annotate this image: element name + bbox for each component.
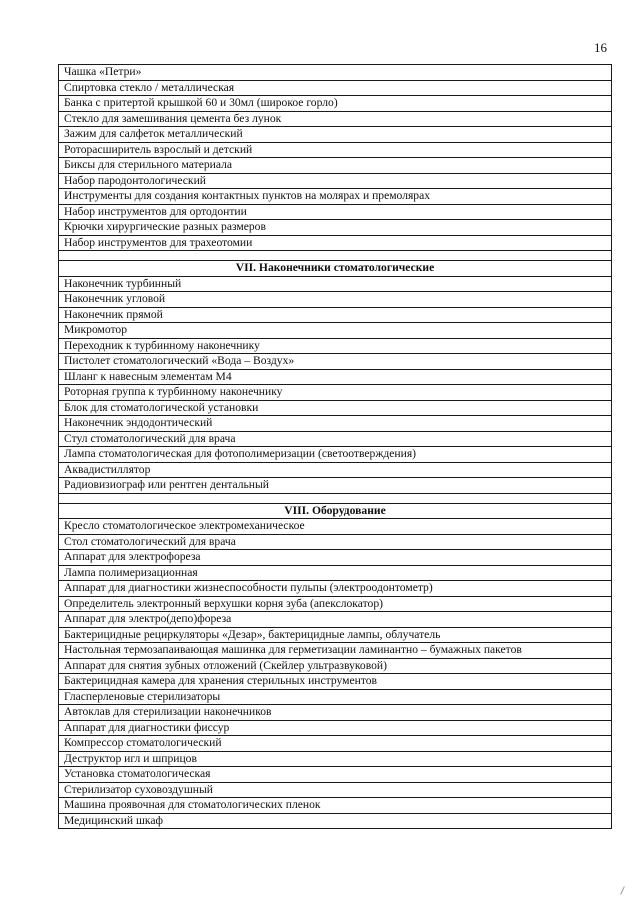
item-name: Медицинский шкаф: [59, 813, 612, 829]
table-row: [59, 111, 612, 127]
item-name: Стерилизатор суховоздушный: [59, 782, 612, 798]
section-heading-row: [59, 261, 612, 277]
item-name: Лампа стоматологическая для фотополимеризации (светоотверждения): [59, 447, 612, 463]
table-row: [59, 431, 612, 447]
item-name: Наконечник прямой: [59, 307, 612, 323]
table-row: [59, 400, 612, 416]
equipment-table-body: [59, 65, 612, 829]
item-name: Деструктор игл и шприцов: [59, 751, 612, 767]
table-row: [59, 550, 612, 566]
item-name: Стол стоматологический для врача: [59, 534, 612, 550]
spacer-cell: [59, 251, 612, 261]
item-name: Кресло стоматологическое электромеханическое: [59, 519, 612, 535]
item-name: Блок для стоматологической установки: [59, 400, 612, 416]
item-name: Инструменты для создания контактных пунктов на молярах и премолярах: [59, 189, 612, 205]
item-name: Аппарат для снятия зубных отложений (Скейлер ультразвуковой): [59, 658, 612, 674]
item-name: Банка с притертой крышкой 60 и 30мл (широкое горло): [59, 96, 612, 112]
table-row: [59, 323, 612, 339]
item-name: Компрессор стоматологический: [59, 736, 612, 752]
item-name: Переходник к турбинному наконечнику: [59, 338, 612, 354]
item-name: Чашка «Петри»: [59, 65, 612, 81]
item-name: Лампа полимеризационная: [59, 565, 612, 581]
page-number: 16: [594, 40, 607, 55]
item-name: Микромотор: [59, 323, 612, 339]
table-row: [59, 127, 612, 143]
table-row: [59, 173, 612, 189]
item-name: Наконечник угловой: [59, 292, 612, 308]
table-row: [59, 658, 612, 674]
section-heading-row: [59, 503, 612, 519]
spacer-cell: [59, 493, 612, 503]
table-row: [59, 736, 612, 752]
item-name: Спиртовка стекло / металлическая: [59, 80, 612, 96]
table-row: [59, 813, 612, 829]
table-row: [59, 767, 612, 783]
table-row: [59, 220, 612, 236]
item-name: Наконечник турбинный: [59, 276, 612, 292]
item-name: Бактерицидные рециркуляторы «Дезар», бактерицидные лампы, облучатель: [59, 627, 612, 643]
item-name: Определитель электронный верхушки корня зуба (апекслокатор): [59, 596, 612, 612]
table-row: [59, 354, 612, 370]
item-name: Пистолет стоматологический «Вода – Воздух»: [59, 354, 612, 370]
table-row: [59, 581, 612, 597]
item-name: Биксы для стерильного материала: [59, 158, 612, 174]
table-row: [59, 204, 612, 220]
item-name: Аппарат для диагностики жизнеспособности пульпы (электроодонтометр): [59, 581, 612, 597]
table-row: [59, 447, 612, 463]
item-name: Зажим для салфеток металлический: [59, 127, 612, 143]
table-row: [59, 751, 612, 767]
item-name: Радиовизиограф или рентген дентальный: [59, 478, 612, 494]
item-name: Роторасширитель взрослый и детский: [59, 142, 612, 158]
item-name: Установка стоматологическая: [59, 767, 612, 783]
table-row: [59, 142, 612, 158]
table-row: [59, 596, 612, 612]
table-row: [59, 158, 612, 174]
section-title: VII. Наконечники стоматологические: [59, 261, 612, 277]
item-name: Машина проявочная для стоматологических пленок: [59, 798, 612, 814]
item-name: Автоклав для стерилизации наконечников: [59, 705, 612, 721]
table-row: [59, 292, 612, 308]
table-row: [59, 627, 612, 643]
table-row: [59, 565, 612, 581]
item-name: Набор пародонтологический: [59, 173, 612, 189]
spacer-row: [59, 251, 612, 261]
table-row: [59, 478, 612, 494]
item-name: Аквадистиллятор: [59, 462, 612, 478]
table-row: [59, 385, 612, 401]
table-row: [59, 65, 612, 81]
table-row: [59, 235, 612, 251]
spacer-row: [59, 493, 612, 503]
scan-mark: [620, 886, 625, 895]
table-row: [59, 689, 612, 705]
table-row: [59, 674, 612, 690]
item-name: Наконечник эндодонтический: [59, 416, 612, 432]
table-row: [59, 80, 612, 96]
table-row: [59, 462, 612, 478]
item-name: Бактерицидная камера для хранения стерильных инструментов: [59, 674, 612, 690]
table-row: [59, 338, 612, 354]
item-name: Настольная термозапаивающая машинка для герметизации ламинантно – бумажных пакетов: [59, 643, 612, 659]
table-row: [59, 782, 612, 798]
equipment-table: [58, 64, 612, 829]
item-name: Набор инструментов для трахеотомии: [59, 235, 612, 251]
table-row: [59, 798, 612, 814]
item-name: Аппарат для электрофореза: [59, 550, 612, 566]
table-row: [59, 189, 612, 205]
item-name: Стул стоматологический для врача: [59, 431, 612, 447]
table-row: [59, 534, 612, 550]
table-row: [59, 643, 612, 659]
table-row: [59, 720, 612, 736]
table-row: [59, 307, 612, 323]
item-name: Крючки хирургические разных размеров: [59, 220, 612, 236]
table-row: [59, 96, 612, 112]
item-name: Роторная группа к турбинному наконечнику: [59, 385, 612, 401]
item-name: Набор инструментов для ортодонтии: [59, 204, 612, 220]
item-name: Аппарат для электро(депо)фореза: [59, 612, 612, 628]
item-name: Шланг к навесным элементам М4: [59, 369, 612, 385]
table-row: [59, 416, 612, 432]
item-name: Аппарат для диагностики фиссур: [59, 720, 612, 736]
item-name: Гласперленовые стерилизаторы: [59, 689, 612, 705]
section-title: VIII. Оборудование: [59, 503, 612, 519]
table-row: [59, 519, 612, 535]
item-name: Стекло для замешивания цемента без лунок: [59, 111, 612, 127]
table-row: [59, 369, 612, 385]
table-row: [59, 705, 612, 721]
table-row: [59, 612, 612, 628]
table-row: [59, 276, 612, 292]
